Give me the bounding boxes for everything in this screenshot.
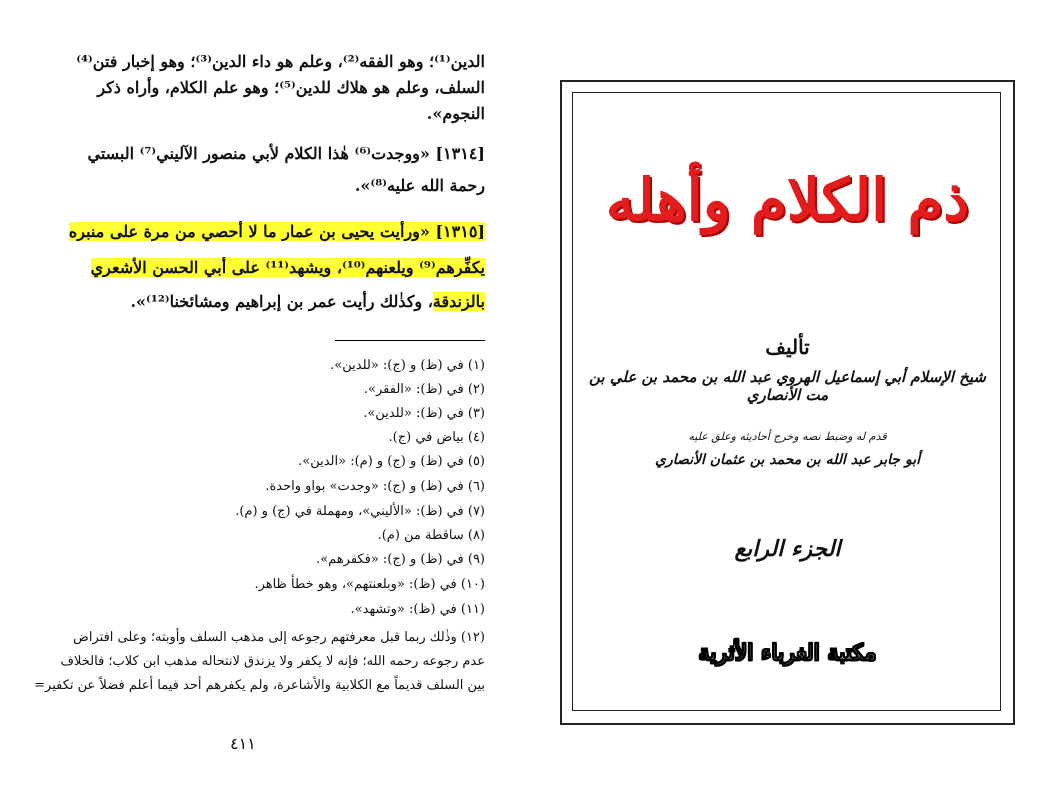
footnote: (١) في (ظ) و (ج): «للدين». [330, 358, 485, 373]
footnote: (٦) في (ظ) و (ج): «وجدت» بواو واحدة. [265, 479, 485, 494]
footnote: (٣) في (ظ): «للدين». [363, 406, 485, 421]
text-segment: ، وكذٰلك رأيت عمر بن إبراهيم ومشائخنا⁽¹²⁾». [130, 292, 433, 311]
text-line: رحمة الله عليه⁽⁸⁾». [354, 176, 485, 195]
footnote: (٧) في (ظ): «الأليني»، ومهملة في (ج) و (م). [235, 504, 485, 519]
text-line [40, 290, 485, 314]
footnote: عدم رجوعه رحمه الله؛ فإنه لا يكفر ولا يزندق لانتحاله مذهب ابن كلاب؛ فالخلاف [60, 654, 485, 669]
text-page [34, 50, 485, 795]
author-name: شيخ الإسلام أبي إسماعيل الهروي عبد الله بن محمد بن علي بن مت الأنصاري [589, 368, 986, 404]
text-line: [١٣١٤] «ووجدت⁽⁶⁾ هٰذا الكلام لأبي منصور الآليني⁽⁷⁾ البستي [87, 144, 485, 163]
highlighted-line [40, 220, 485, 244]
cover-page [560, 80, 1015, 725]
footnote: (٥) في (ظ) و (ج) و (م): «الدين». [298, 454, 485, 469]
author-label: تأليف [765, 335, 810, 359]
footnote: (٢) في (ظ): «الفقر». [363, 382, 485, 397]
volume-label: الجزء الرابع [734, 536, 841, 562]
editor-name: أبو جابر عبد الله بن محمد بن عثمان الأنصاري [655, 452, 920, 468]
page-number: ٤١١ [230, 734, 256, 753]
footnote: بين السلف قديماً مع الكلابية والأشاعرة، ولم يكفرهم أحد فيما أعلم فضلاً عن تكفير= [34, 678, 485, 693]
footnote-divider [335, 340, 485, 341]
highlighted-line [40, 256, 485, 280]
footnote: (١٢) وذٰلك ربما قبل معرفتهم رجوعه إلى مذهب السلف وأوبته؛ وعلى افتراض [73, 630, 485, 645]
publisher-logo: مكتبة الغرباء الأثرية [698, 640, 877, 666]
footnote: (٨) ساقطة من (م). [377, 528, 485, 543]
footnote: (١١) في (ظ): «وتشهد». [350, 602, 485, 617]
editor-label: قدم له وضبط نصه وخرج أحاديثه وعلق عليه [688, 430, 887, 443]
highlight: بالزندقة [432, 292, 485, 311]
footnote: (١٠) في (ظ): «وبلعنتهم»، وهو خطأ ظاهر. [254, 577, 485, 592]
text-line: الدين⁽¹⁾؛ وهو الفقه⁽²⁾، وعلم هو داء الدين⁽³⁾؛ وهو إخبار فتن⁽⁴⁾ [76, 52, 485, 71]
footnote: (٤) بياض في (ج). [388, 430, 485, 445]
book-title: ذم الكلام وأهله [605, 166, 970, 234]
text-line: النجوم». [426, 104, 485, 123]
footnote: (٩) في (ظ) و (ج): «فكفرهم». [316, 552, 485, 567]
highlight: [١٣١٥] «ورأيت يحيى بن عمار ما لا أحصي من مرة على منبره [68, 222, 485, 241]
highlight: يكفِّرهم⁽⁹⁾ ويلعنهم⁽¹⁰⁾، ويشهد⁽¹¹⁾ على أبي الحسن الأشعري [90, 258, 485, 277]
text-line: السلف، وعلم هو هلاك للدين⁽⁵⁾؛ وهو علم الكلام، وأراه ذكر [97, 78, 485, 97]
